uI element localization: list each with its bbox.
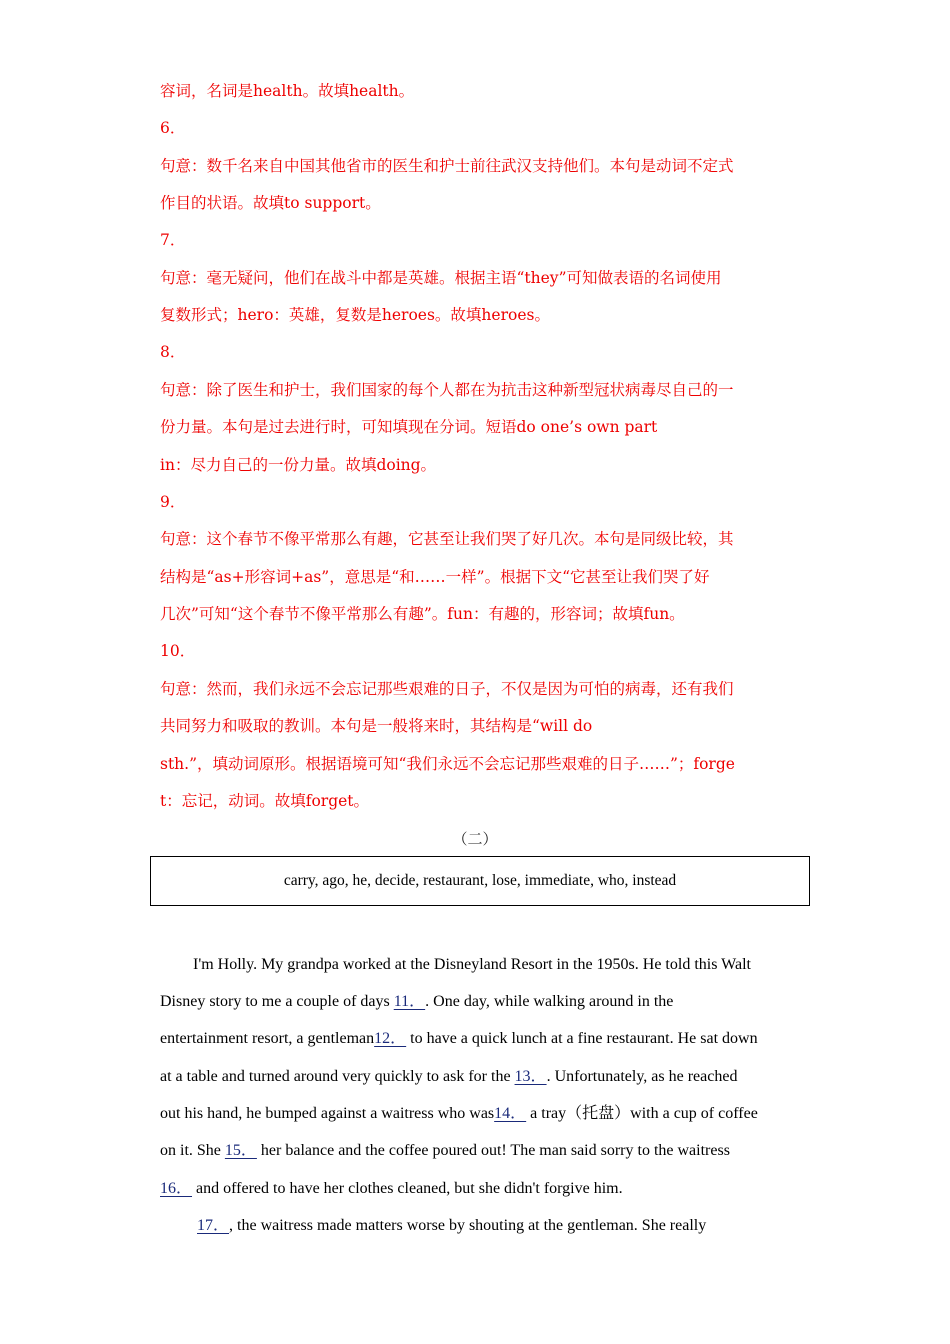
- answer-line: 容词，名词是health。故填health。: [160, 82, 415, 100]
- answer-line: t：忘记，动词。故填forget。: [160, 792, 370, 810]
- question-number: 9．: [160, 493, 186, 511]
- answer-line: 句意：然而，我们永远不会忘记那些艰难的日子，不仅是因为可怕的病毒，还有我们: [160, 680, 734, 698]
- answer-line: sth.”，填动词原形。根据语境可知“我们永远不会忘记那些艰难的日子……”；forge: [160, 755, 735, 773]
- blank-11[interactable]: 11．: [393, 993, 426, 1010]
- passage-text: a tray（托盘）with a cup of coffee: [526, 1105, 758, 1122]
- answer-line: 共同努力和吸取的教训。本句是一般将来时，其结构是“will do: [160, 717, 593, 735]
- answer-line: 复数形式；hero：英雄，复数是heroes。故填heroes。: [160, 306, 550, 324]
- question-number: 6．: [160, 119, 186, 137]
- passage-text: . One day, while walking around in the: [425, 993, 674, 1010]
- answer-line: 句意：这个春节不像平常那么有趣，它甚至让我们哭了好几次。本句是同级比较，其: [160, 530, 734, 548]
- passage-line: [160, 1141, 730, 1161]
- passage-line: [160, 1104, 758, 1124]
- passage-text: to have a quick lunch at a fine restaurant. He sat down: [406, 1030, 758, 1047]
- blank-14[interactable]: 14．: [494, 1105, 527, 1122]
- blank-12[interactable]: 12．: [374, 1030, 407, 1047]
- passage-text: . Unfortunately, as he reached: [546, 1068, 738, 1085]
- word-bank-box: [150, 856, 810, 906]
- answer-line: 作目的状语。故填to support。: [160, 194, 381, 212]
- answer-line: 句意：数千名来自中国其他省市的医生和护士前往武汉支持他们。本句是动词不定式: [160, 157, 734, 175]
- passage-text: and offered to have her clothes cleaned, but she didn't forgive him.: [192, 1180, 623, 1197]
- passage-text: out his hand, he bumped against a waitress who was: [160, 1105, 495, 1122]
- passage-text: entertainment resort, a gentleman: [160, 1030, 375, 1047]
- word-bank-text: carry, ago, he, decide, restaurant, lose, immediate, who, instead: [283, 872, 677, 889]
- blank-17[interactable]: 17．: [197, 1217, 230, 1234]
- answer-line: 句意：除了医生和护士，我们国家的每个人都在为抗击这种新型冠状病毒尽自己的一: [160, 381, 734, 399]
- passage-line: [160, 1179, 623, 1199]
- question-number: 10．: [160, 642, 196, 660]
- passage-line: [160, 1067, 737, 1087]
- passage-text: at a table and turned around very quickly to ask for the: [160, 1068, 515, 1085]
- question-number: 8．: [160, 343, 186, 361]
- blank-16[interactable]: 16．: [160, 1180, 193, 1197]
- passage-text: , the waitress made matters worse by shouting at the gentleman. She really: [229, 1217, 707, 1234]
- question-number: 7．: [160, 231, 186, 249]
- answer-line: 句意：毫无疑问，他们在战斗中都是英雄。根据主语“they”可知做表语的名词使用: [160, 269, 722, 287]
- passage-text: on it. She: [160, 1142, 225, 1159]
- passage-line: [197, 1216, 706, 1236]
- passage-line: [160, 992, 673, 1012]
- blank-15[interactable]: 15．: [224, 1142, 257, 1159]
- answer-line: 结构是“as+形容词+as”，意思是“和……一样”。根据下文“它甚至让我们哭了好: [160, 568, 710, 586]
- passage-text: Disney story to me a couple of days: [160, 993, 394, 1010]
- passage-text: her balance and the coffee poured out! The man said sorry to the waitress: [256, 1142, 730, 1159]
- passage-line: [160, 1029, 758, 1049]
- section-label: （二）: [452, 830, 498, 848]
- passage-line: I'm Holly. My grandpa worked at the Disneyland Resort in the 1950s. He told this Walt: [193, 956, 751, 973]
- answer-line: 份力量。本句是过去进行时，可知填现在分词。短语do one’s own part: [160, 418, 658, 436]
- answer-line: in：尽力自己的一份力量。故填doing。: [160, 456, 437, 474]
- answer-line: 几次”可知“这个春节不像平常那么有趣”。fun：有趣的，形容词；故填fun。: [160, 605, 685, 623]
- blank-13[interactable]: 13．: [514, 1068, 547, 1085]
